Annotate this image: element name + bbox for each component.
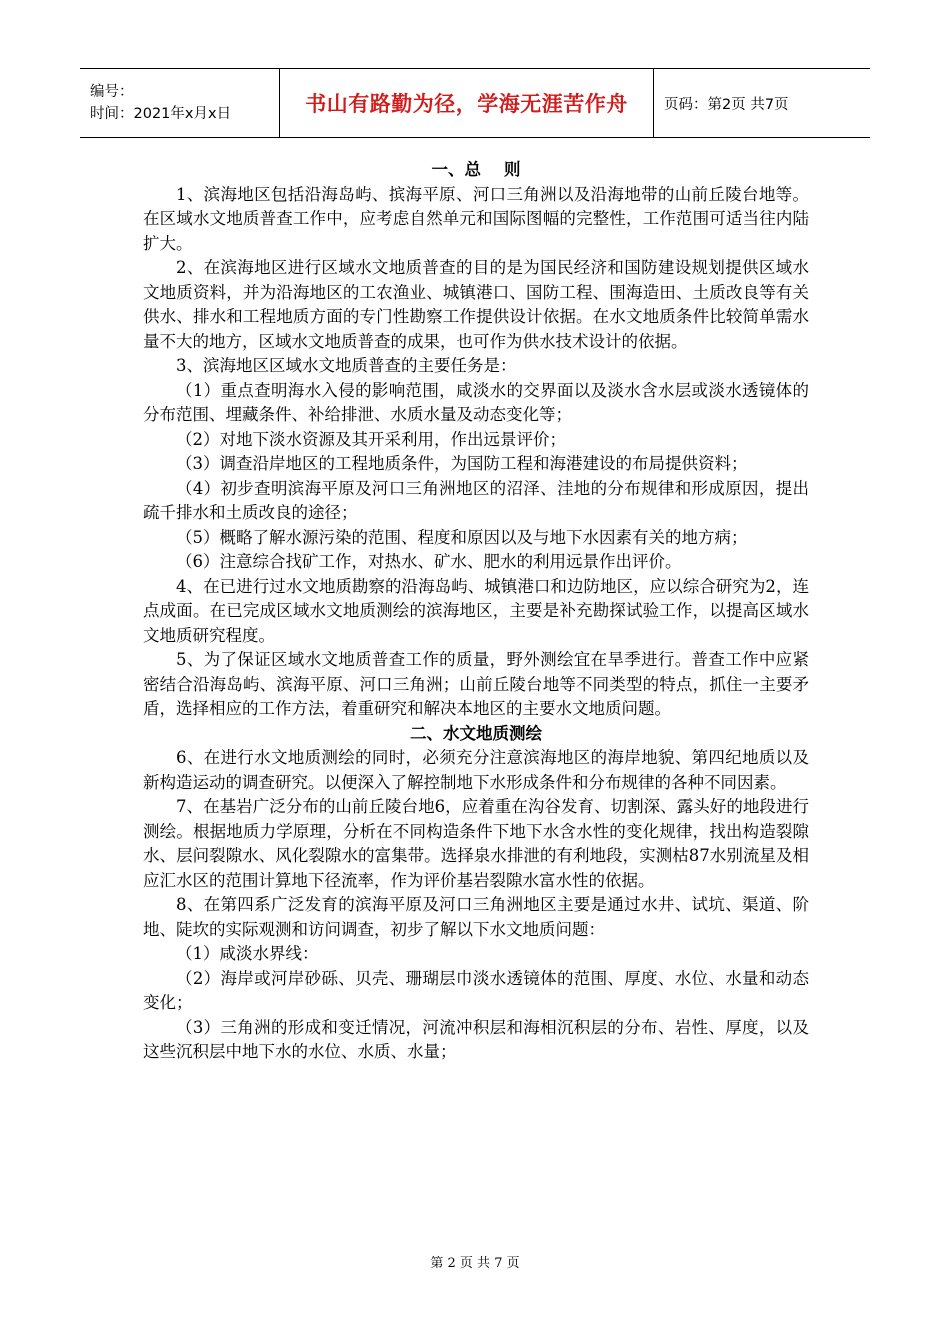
list-item: （1）咸淡水界线： xyxy=(176,944,319,963)
section-1-title: 一、总 则 xyxy=(431,160,521,179)
paragraph: 1、滨海地区包括沿海岛屿、摈海平原、河口三角洲以及沿海地带的山前丘陵台地等。在区域水文地质普查工作中，应考虑自然单元和国际图幅的完整性，工作范围可适当往内陆扩大。 xyxy=(143,184,809,253)
list-item: （2）对地下淡水资源及其开采利用，作出远景评价； xyxy=(176,429,566,449)
number-label: 编号： xyxy=(90,84,134,100)
list-item: （6）注意综合找矿工作，对热水、矿水、肥水的利用远景作出评价。 xyxy=(176,552,682,571)
document-body xyxy=(143,158,809,1065)
paragraph: 2、在滨海地区进行区域水文地质普查的目的是为国民经济和国防建设规划提供区域水文地质资料，并为沿海地区的工农渔业、城镇港口、国防工程、围海造田、土质改良等有关供水、排水和工程地质方面的专门性勘察工作提供设计依据。在水文地质条件比较简单需水量不大的地方，区域水文地质普查的成果，也可作为供水技术设计的依据。 xyxy=(143,258,809,351)
list-item: （3）三角洲的形成和变迁情况，河流冲积层和海相沉积层的分布、岩性、厚度，以及这些沉积层中地下水的水位、水质、水量； xyxy=(143,1017,809,1061)
document-header xyxy=(80,68,870,138)
paragraph: 8、在第四系广泛发育的滨海平原及河口三角洲地区主要是通过水井、试坑、渠道、阶地、陡坎的实际观测和访问调查，初步了解以下水文地质问题： xyxy=(143,895,809,939)
list-item: （3）调查沿岸地区的工程地质条件，为国防工程和海港建设的布局提供资料； xyxy=(176,454,748,473)
page-footer: 第 2 页 共 7 页 xyxy=(430,1256,520,1271)
paragraph: 6、在进行水文地质测绘的同时，必须充分注意滨海地区的海岸地貌、第四纪地质以及新构造运动的调查研究。以便深入了解控制地下水形成条件和分布规律的各种不同因素。 xyxy=(143,748,809,792)
header-page-label: 页码：第2页 共7页 xyxy=(664,96,789,113)
list-item: （5）概略了解水源污染的范围、程度和原因以及与地下水因素有关的地方病； xyxy=(176,527,748,547)
list-item: （4）初步查明滨海平原及河口三角洲地区的沼泽、洼地的分布规律和形成原因，提出疏千排水和土质改良的途径； xyxy=(143,478,809,522)
paragraph: 7、在基岩广泛分布的山前丘陵台地6，应着重在沟谷发育、切割深、露头好的地段进行测绘。根据地质力学原理，分析在不同构造条件下地下水含水性的变化规律，找出构造裂隙水、层问裂隙水、风化裂隙水的富集带。选择泉水排泄的有利地段，实测枯87水别流星及相应汇水区的范围计算地下径流率，作为评价基岩裂隙水富水性的依据。 xyxy=(143,797,809,890)
paragraph: 3、滨海地区区域水文地质普查的主要任务是： xyxy=(176,356,517,375)
list-item: （2）海岸或河岸砂砾、贝壳、珊瑚层巾淡水透镜体的范围、厚度、水位、水量和动态变化； xyxy=(143,968,809,1012)
paragraph: 5、为了保证区域水文地质普查工作的质量，野外测绘宜在旱季进行。普查工作中应紧密结合沿海岛屿、滨海平原、河口三角洲；山前丘陵台地等不同类型的特点，抓住一主要矛盾，选择相应的工作方法，着重研究和解决本地区的主要水文地质问题。 xyxy=(143,650,809,718)
header-motto: 书山有路勤为径，学海无涯苦作舟 xyxy=(280,69,654,137)
paragraph: 4、在已进行过水文地质勘察的沿海岛屿、城镇港口和边防地区，应以综合研究为2，连点成面。在已完成区域水文地质测绘的滨海地区，主要是补充勘探试验工作，以提高区域水文地质研究程度。 xyxy=(143,576,809,645)
list-item: （1）重点查明海水入侵的影响范围，咸淡水的交界面以及淡水含水层或淡水透镜体的分布范围、埋藏条件、补给排泄、水质水量及动态变化等； xyxy=(143,380,809,424)
time-label: 时间：2021年x月x日 xyxy=(90,106,232,122)
header-meta xyxy=(80,69,280,137)
section-2-title: 二、水文地质测绘 xyxy=(410,723,542,743)
